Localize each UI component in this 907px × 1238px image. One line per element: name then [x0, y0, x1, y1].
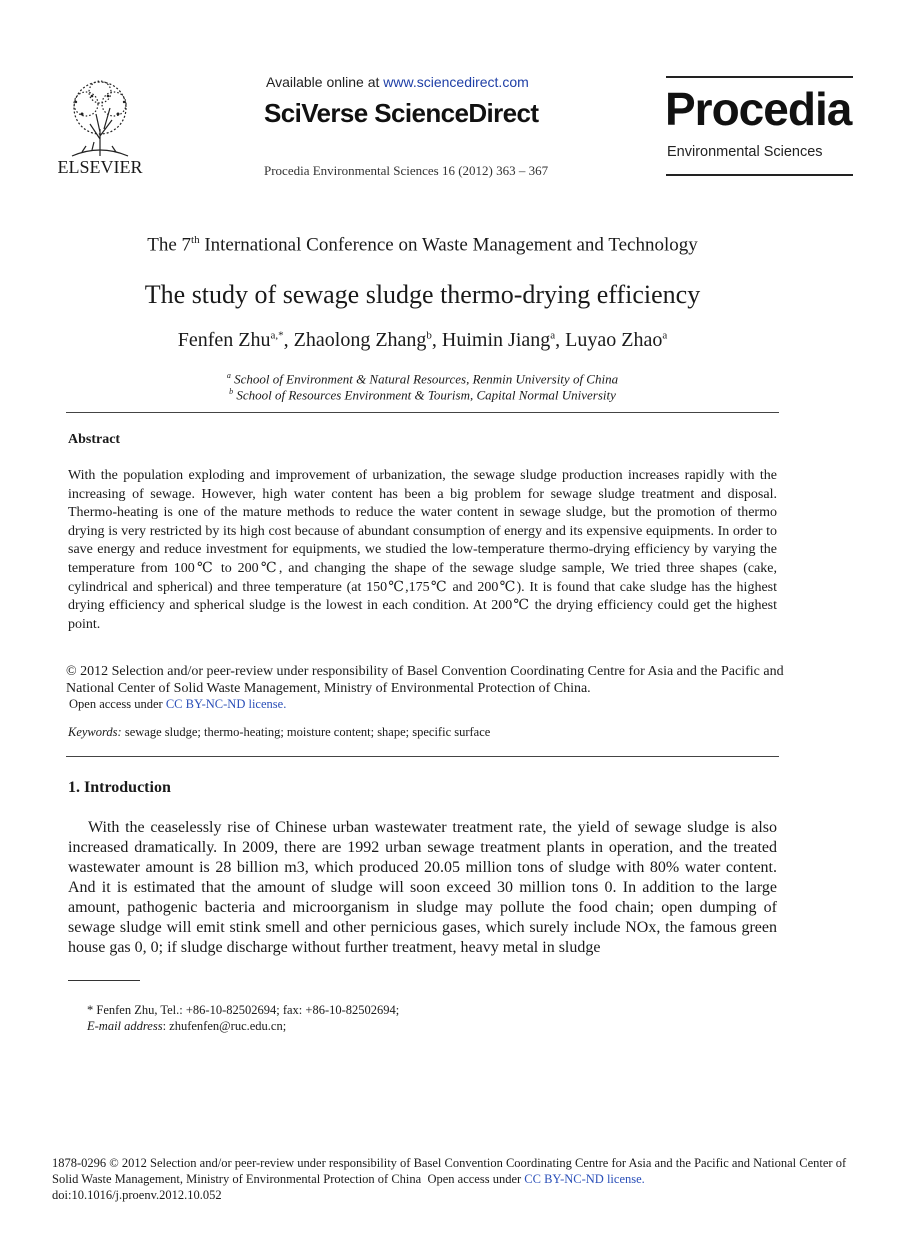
page-footer: 1878-0296 © 2012 Selection and/or peer-review under responsibility of Basel Convention Coordinating Centre for Asia and the Pacific and National Center of Solid Waste Management, Ministry of Environmental Protection of China Open access under CC BY-NC-ND license. doi:10.1016/j.proenv.2012.10.052 [52, 1156, 847, 1202]
brand-rule-top [666, 76, 853, 78]
journal-brand-subtitle: Environmental Sciences [667, 144, 823, 160]
author: Zhaolong Zhang [293, 329, 427, 351]
section-rule [66, 756, 779, 757]
introduction-paragraph: With the ceaselessly rise of Chinese urban wastewater treatment rate, the yield of sewage sludge is also increased dramatically. In 2009, there are 1992 urban sewage treatment plants in operation, and the treated wastewater amount is 28 billion m3, which produced 20.05 million tons of sludge with 80% water content. And it is estimated that the amount of sludge will soon exceed 30 million tons 0. In addition to the large amount, pathogenic bacteria and microorganism in sludge may pollute the food chain; open dumping of sewage sludge will emit stink smell and other pernicious gases, which surely include NOx, the famous green house gas 0, 0; if sludge discharge without further treatment, heavy metal in sludge [68, 819, 777, 956]
available-online [266, 74, 529, 90]
author: Luyao Zhao [565, 329, 663, 351]
affiliation: $^b$ School of Resources Environment & Tourism, Capital Normal University [229, 387, 616, 403]
abstract-text: With the population exploding and improvement of urbanization, the sewage sludge production increases rapidly with the increasing of sewage. However, high water content has been a big problem for sewage sludge treatment and disposal. Thermo-heating is one of the mature methods to reduce the water content in sewage sludge, but the promotion of thermo drying is very restricted by its high cost because of abundant consumption of energy and its expensive equipments. In order to save energy and reduce investment for equipments, we studied the low-temperature thermo-drying efficiency by varying the temperature from 100℃ to 200℃, and changing the shape of the sewage sludge sample, We tried three shapes (cake, cylindrical and spherical) and three temperature (at 150℃,175℃ and 200℃). It is found that cake sludge has the highest drying efficiency and spherical sludge is the lowest in each condition. At 200℃ the drying efficiency could get the highest point. [68, 468, 777, 632]
footer-license-link[interactable]: CC BY-NC-ND license. [524, 1172, 645, 1186]
author: Huimin Jiang [441, 329, 551, 351]
platform-name: SciVerse ScienceDirect [264, 98, 539, 128]
author: Fenfen Zhu [177, 329, 271, 351]
footnote-rule [68, 980, 140, 981]
paper-title: The study of sewage sludge thermo-drying efficiency [144, 280, 701, 309]
copyright-notice: © 2012 Selection and/or peer-review under responsibility of Basel Convention Coordinating Centre for Asia and the Pacific and National Center of Solid Waste Management, Ministry of Environmental Protection of China. [66, 664, 784, 696]
abstract-heading: Abstract [68, 432, 121, 447]
issn-notice: 1878-0296 © 2012 Selection and/or peer-review under responsibility of Basel Convention Coordinating Centre for Asia and the Pacific and National Center of Solid Waste Management, Ministry of Environmental Protection of China [52, 1156, 847, 1186]
corresponding-author-note: * Fenfen Zhu, Tel.: +86-10-82502694; fax: +86-10-82502694; [87, 1003, 400, 1017]
license-link[interactable]: CC BY-NC-ND license. [165, 697, 287, 711]
introduction-heading: 1. Introduction [68, 779, 171, 796]
open-access-notice: Open access under CC BY-NC-ND license. [69, 697, 287, 711]
sciencedirect-link[interactable]: www.sciencedirect.com [383, 74, 529, 90]
doi: doi:10.1016/j.proenv.2012.10.052 [52, 1188, 222, 1202]
email-note: E-mail address: zhufenfen@ruc.edu.cn; [87, 1019, 287, 1033]
keywords: Keywords: sewage sludge; thermo-heating; moisture content; shape; specific surface [68, 725, 491, 739]
conference-name: The 7th International Conference on Waste Management and Technology [147, 234, 698, 256]
section-rule [66, 412, 779, 413]
journal-reference: Procedia Environmental Sciences 16 (2012) 363 – 367 [264, 163, 549, 178]
brand-rule-bottom [666, 174, 853, 176]
publisher-name: ELSEVIER [57, 157, 143, 177]
introduction-body [68, 818, 777, 958]
author-list: Fenfen Zhu$^{a,*}$, Zhaolong Zhang$^b$, Huimin Jiang$^a$, Luyao Zhao$^a$ [177, 329, 668, 351]
journal-brand: Procedia [665, 83, 852, 135]
affiliation: $^a$ School of Environment & Natural Resources, Renmin University of China [226, 371, 619, 387]
available-prefix: Available online at [266, 74, 384, 90]
